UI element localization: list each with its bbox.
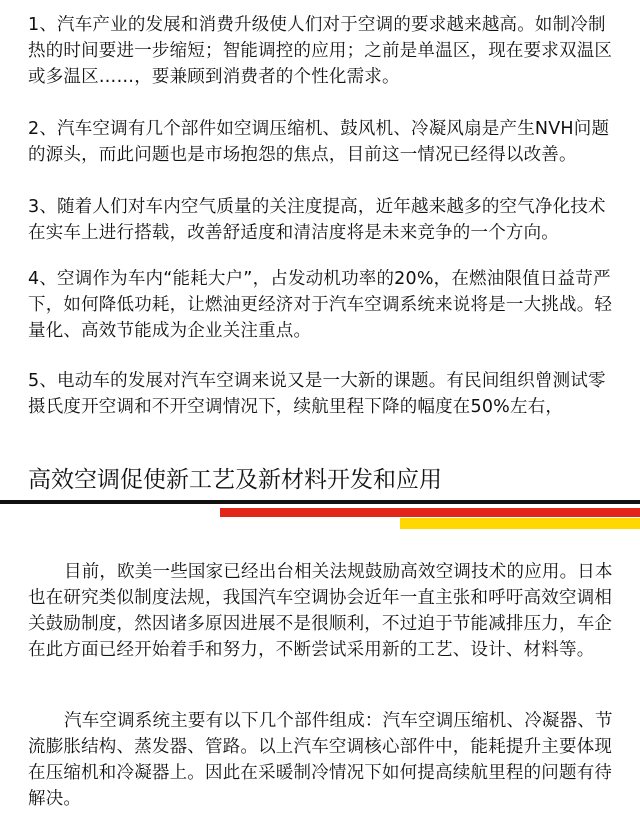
section-title: 高效空调促使新工艺及新材料开发和应用: [28, 467, 442, 493]
point-paragraph-3: 3、随着人们对车内空气质量的关注度提高，近年越来越多的空气净化技术在实车上进行搭载，改善舒适度和清洁度将是未来竞争的一个方向。: [28, 197, 606, 243]
point-paragraph-2: 2、汽车空调有几个部件如空调压缩机、鼓风机、冷凝风扇是产生NVH问题的源头，而此问题也是市场抱怨的焦点，目前这一情况已经得以改善。: [28, 119, 610, 165]
point-paragraph-4: 4、空调作为车内“能耗大户”，占发动机功率的20%，在燃油限值日益苛严下，如何降低功耗，让燃油更经济对于汽车空调系统来说将是一大挑战。轻量化、高效节能成为企业关注重点。: [28, 269, 613, 341]
point-paragraph-5: 5、电动车的发展对汽车空调来说又是一大新的课题。有民间组织曾测试零摄氏度开空调和不开空调情况下，续航里程下降的幅度在50%左右，: [28, 371, 606, 417]
divider-bar-black: [0, 500, 640, 504]
body-paragraph-1: 目前，欧美一些国家已经出台相关法规鼓励高效空调技术的应用。日本也在研究类似制度法规，我国汽车空调协会近年一直主张和呼吁高效空调相关鼓励制度，然因诸多原因进展不是很顺利，不过迫于节能减排压力，车企在此方面已经开始着手和努力，不断尝试采用新的工艺、设计、材料等。: [28, 562, 613, 660]
body-paragraph-2: 汽车空调系统主要有以下几个部件组成：汽车空调压缩机、冷凝器、节流膨胀结构、蒸发器、管路。以上汽车空调核心部件中，能耗提升主要体现在压缩机和冷凝器上。因此在采暖制冷情况下如何提高续航里程的问题有待解决。: [28, 711, 613, 809]
point-paragraph-1: 1、汽车产业的发展和消费升级使人们对于空调的要求越来越高。如制冷制热的时间要进一步缩短；智能调控的应用；之前是单温区，现在要求双温区或多温区……，要兼顾到消费者的个性化需求。: [28, 15, 613, 87]
divider-bar-red: [220, 508, 640, 517]
divider-bar-yellow: [400, 518, 640, 529]
